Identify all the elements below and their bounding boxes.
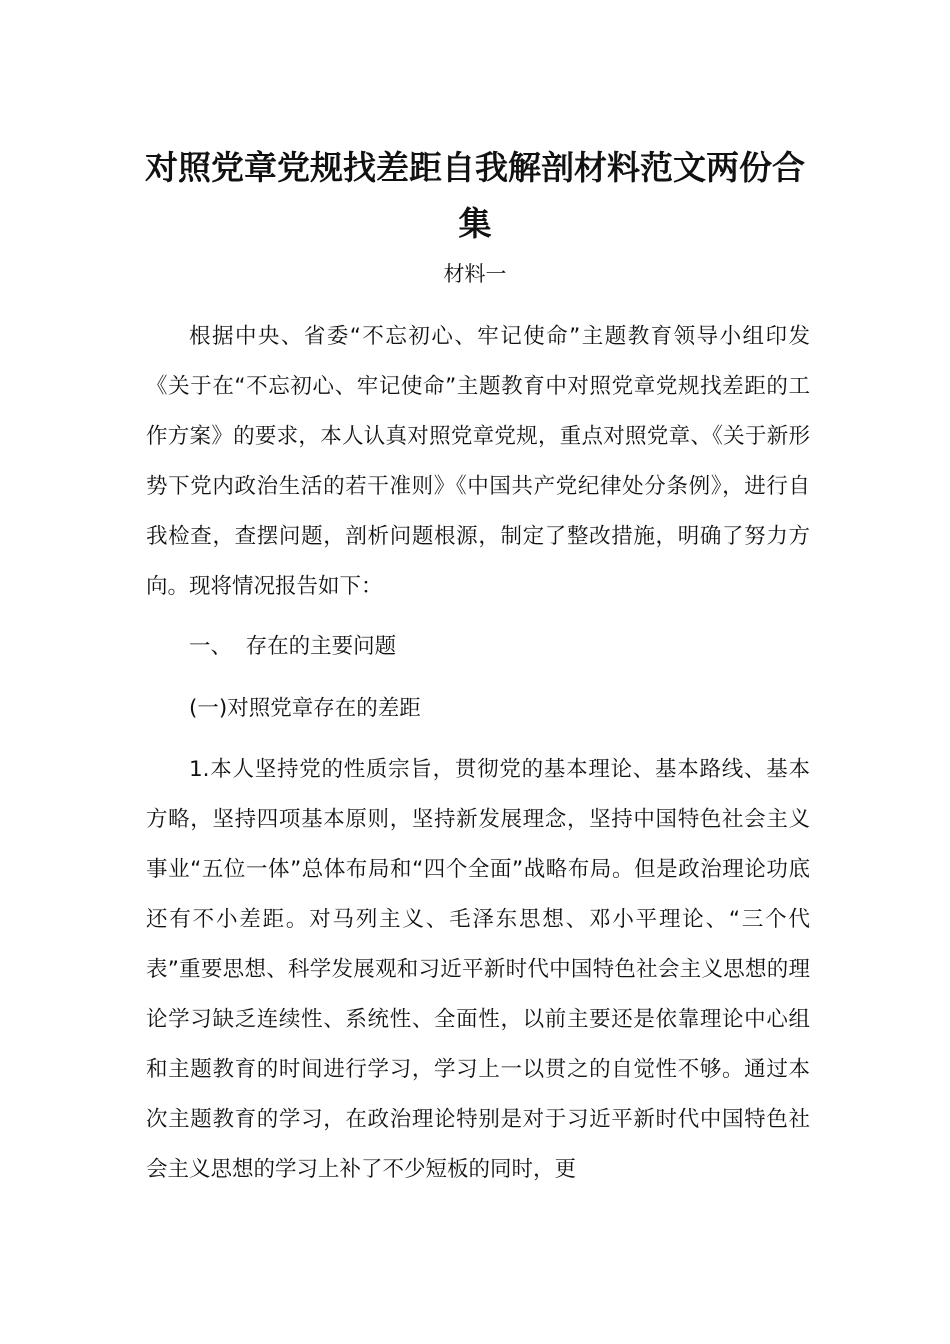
paragraph-item-1: 1.本人坚持党的性质宗旨，贯彻党的基本理论、基本路线、基本方略，坚持四项基本原则，坚持新发展理念，坚持中国特色社会主义事业“五位一体”总体布局和“四个全面”战略布局。但是政治理论功底还有不小差距。对马列主义、毛泽东思想、邓小平理论、“三个代表”重要思想、科学发展观和习近平新时代中国特色社会主义思想的理论学习缺乏连续性、系统性、全面性，以前主要还是依靠理论中心组和主题教育的时间进行学习，学习上一以贯之的自觉性不够。通过本次主题教育的学习，在政治理论特别是对于习近平新时代中国特色社会主义思想的学习上补了不少短板的同时，更: [146, 757, 810, 1182]
paragraph-intro: 根据中央、省委“不忘初心、牢记使命”主题教育领导小组印发《关于在“不忘初心、牢记使命”主题教育中对照党章党规找差距的工作方案》的要求，本人认真对照党章党规，重点对照党章、《关于新形势下党内政治生活的若干准则》《中国共产党纪律处分条例》，进行自我检查，查摆问题，剖析问题根源，制定了整改措施，明确了努力方向。现将情况报告如下：: [146, 324, 810, 599]
document-subtitle: 材料一: [443, 262, 507, 286]
section-heading: 一、 存在的主要问题: [189, 634, 397, 659]
document-title: 对照党章党规找差距自我解剖材料范文两份合集: [145, 148, 805, 243]
subsection-heading: (一)对照党章存在的差距: [189, 696, 421, 721]
